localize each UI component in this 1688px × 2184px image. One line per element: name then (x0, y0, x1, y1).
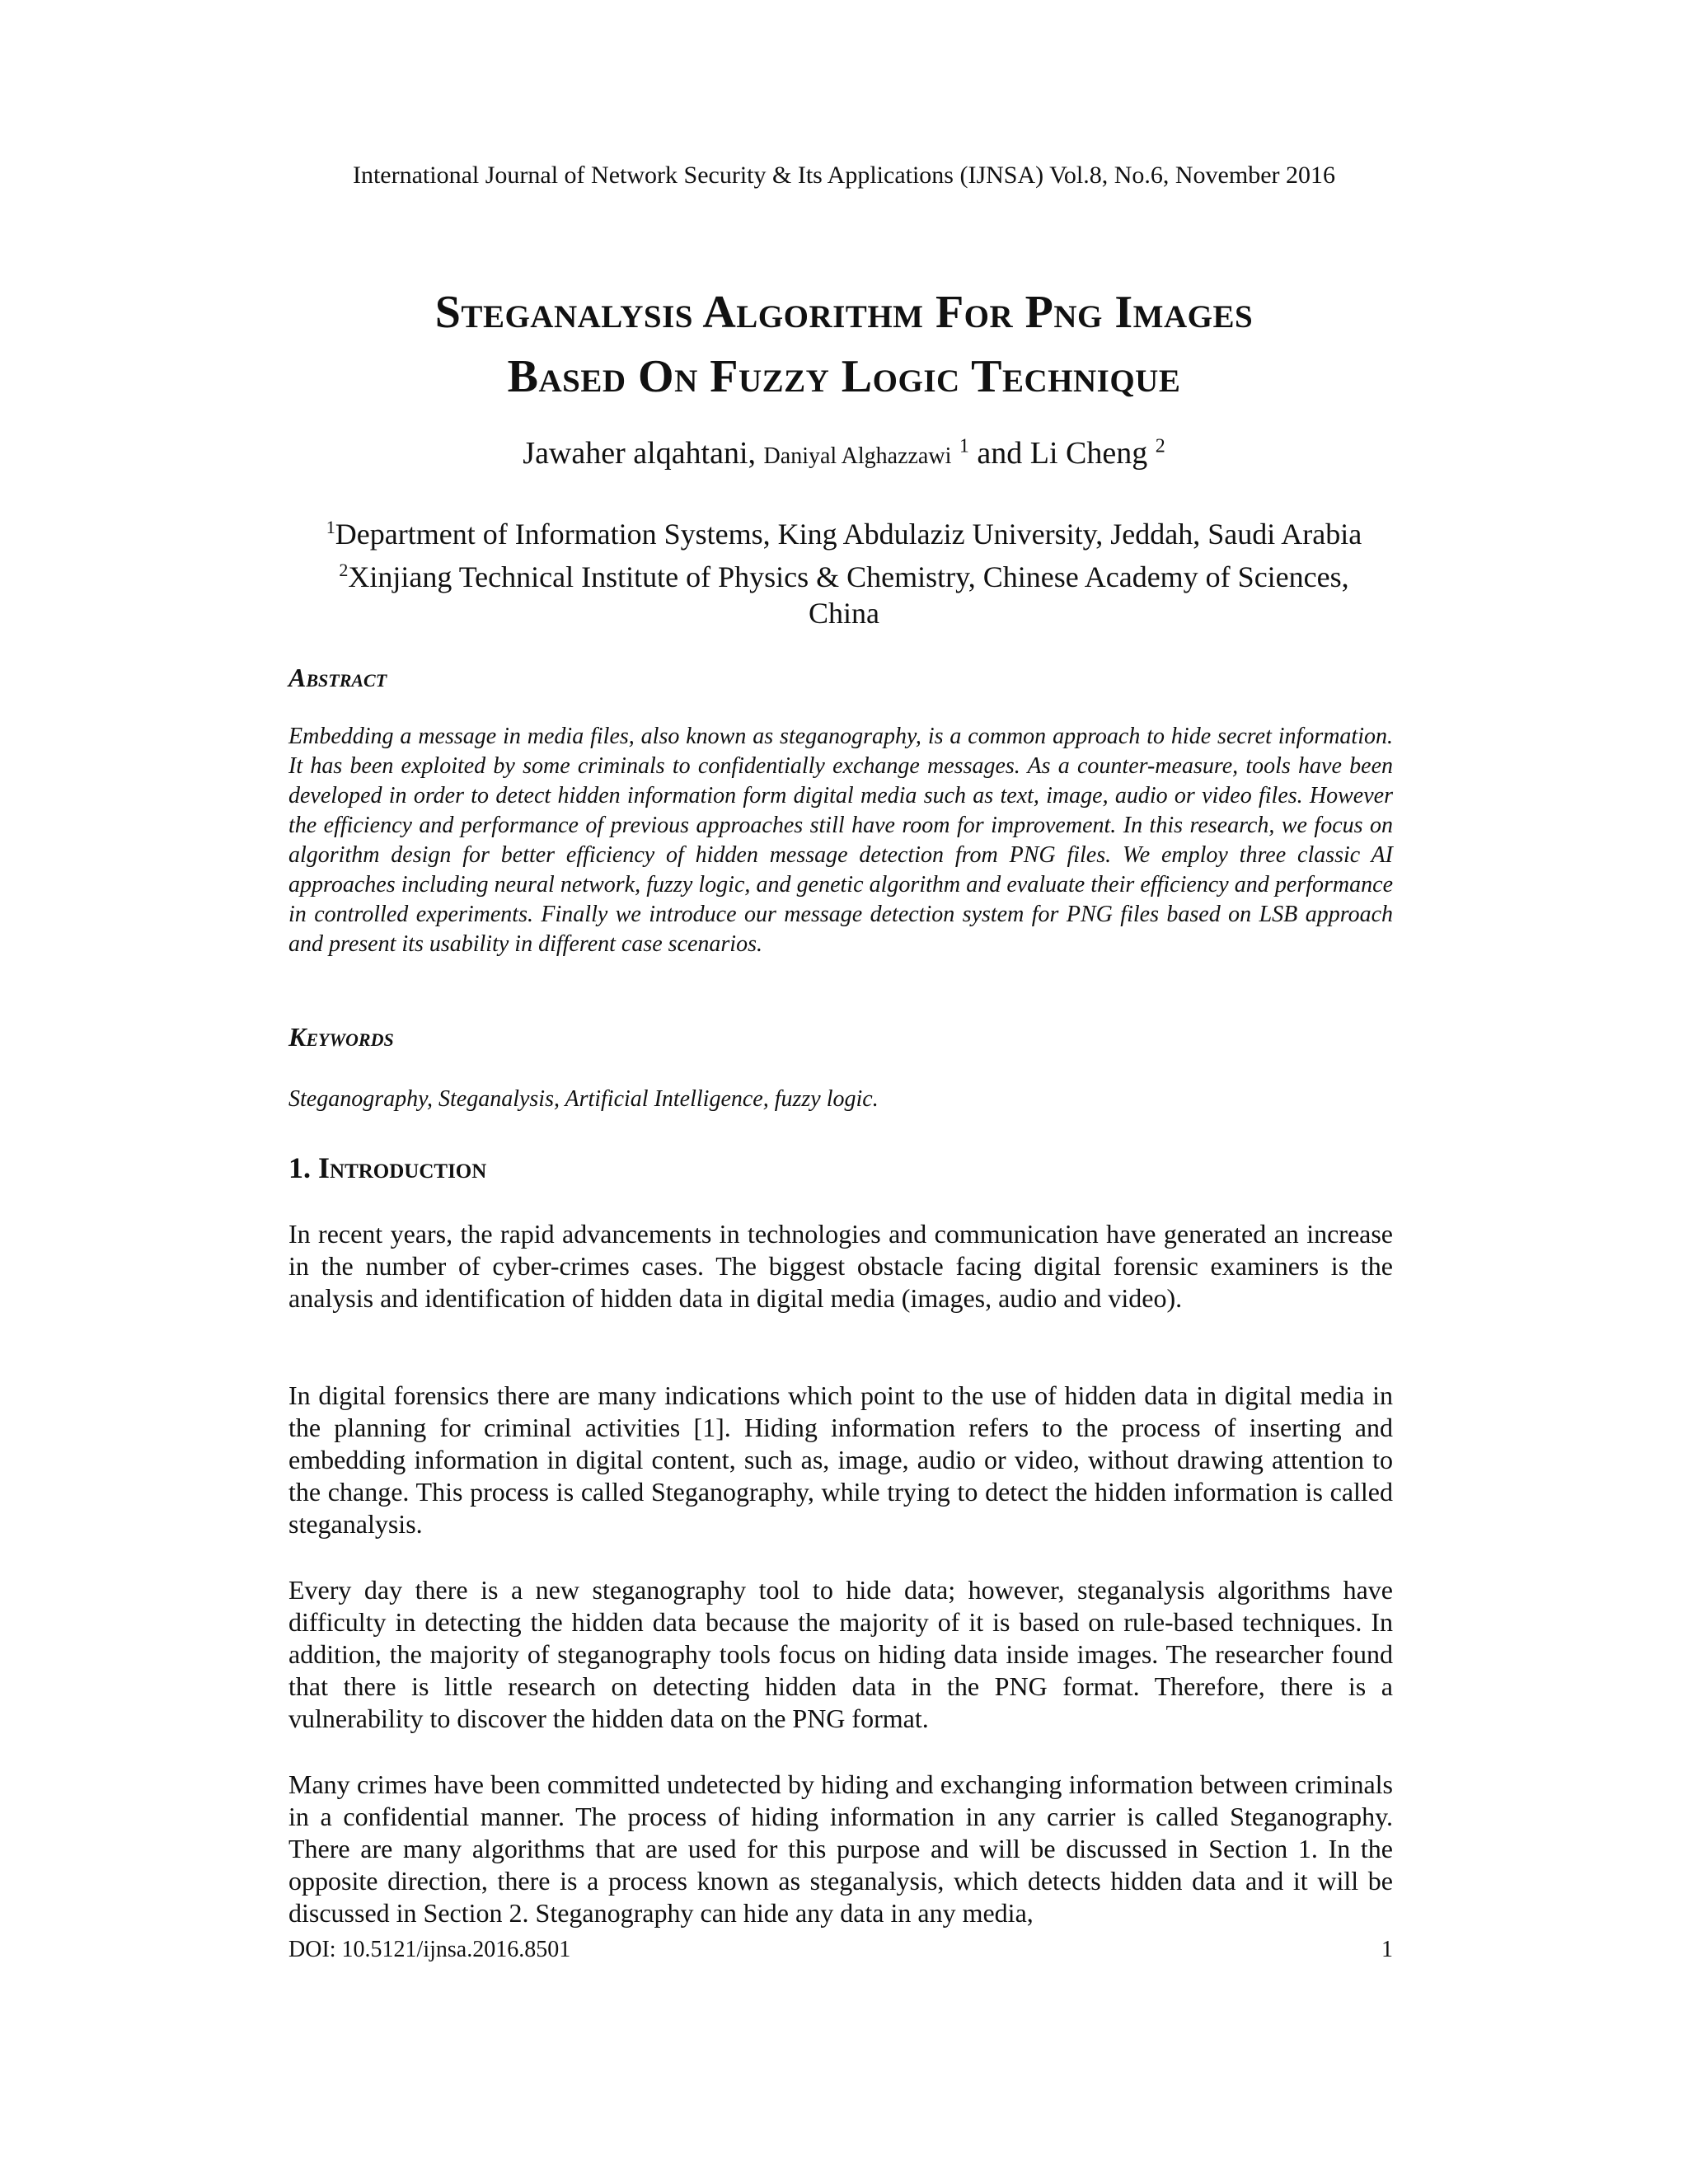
affiliation-2-cont: China (809, 597, 879, 630)
author-1: Jawaher alqahtani, (523, 436, 757, 471)
author-3-affil-mark: 2 (1155, 435, 1165, 457)
affiliation-1: $^1$Department of Information Systems, King Abdulaziz University, Jeddah, Saudi Arabia (326, 517, 1362, 551)
abstract-heading: Abstract (288, 663, 387, 692)
intro-paragraph-4: Many crimes have been committed undetected by hiding and exchanging information between criminals in a confidential manner. The process of hiding information in any carrier is called Steganography. There are many algorithms that are used for this purpose and will be discussed in Section 1. In the opposite direction, there is a process known as steganalysis, which detects hidden data and it will be discussed in Section 2. Steganography can hide any data in any media, (288, 1769, 1393, 1928)
affiliation-2: $^2$Xinjiang Technical Institute of Physics & Chemistry, Chinese Academy of Sciences, (339, 560, 1349, 593)
affiliations (0, 509, 1688, 631)
keywords-heading: Keywords (288, 1022, 394, 1052)
running-header: International Journal of Network Security & Its Applications (IJNSA) Vol.8, No.6, November 2016 (352, 162, 1336, 189)
intro-paragraph-2: In digital forensics there are many indications which point to the use of hidden data in digital media in the planning for criminal activities [1]. Hiding information refers to the process of inserting and embedding information in digital content, such as, image, audio or video, without drawing attention to the change. This process is called Steganography, while trying to detect the hidden information is called steganalysis. (288, 1380, 1393, 1539)
introduction-heading: 1. Introduction (288, 1151, 487, 1184)
paper-title (0, 280, 1688, 409)
title-line-1: Steganalysis Algorithm For Png Images (434, 287, 1254, 338)
keywords-text: Steganography, Steganalysis, Artificial Intelligence, fuzzy logic. (288, 1086, 879, 1112)
intro-paragraph-1: In recent years, the rapid advancements in technologies and communication have generated an increase in the number of cyber-crimes cases. The biggest obstacle facing digital forensic examiners is the analysis and identification of hidden data in digital media (images, audio and video). (288, 1219, 1393, 1313)
title-line-2: Based On Fuzzy Logic Technique (507, 351, 1181, 402)
page-number: 1 (1381, 1937, 1393, 1962)
author-2: Daniyal Alghazzawi (763, 443, 952, 469)
abstract-text: Embedding a message in media files, also known as steganography, is a common approach to hide secret information. It has been exploited by some criminals to confidentially exchange messages. As a counter-measure, tools have been developed in order to detect hidden information form digital media such as text, image, audio or video files. However the efficiency and performance of previous approaches still have room for improvement. In this research, we focus on algorithm design for better efficiency of hidden message detection from PNG files. We employ three classic AI approaches including neural network, fuzzy logic, and genetic algorithm and evaluate their efficiency and performance in controlled experiments. Finally we introduce our message detection system for PNG files based on LSB approach and present its usability in different case scenarios. (288, 724, 1393, 957)
author-2-affil-mark: 1 (959, 435, 969, 457)
author-list (0, 435, 1688, 471)
doi: DOI: 10.5121/ijnsa.2016.8501 (288, 1937, 571, 1962)
author-3: and Li Cheng (977, 436, 1148, 471)
intro-paragraph-3: Every day there is a new steganography tool to hide data; however, steganalysis algorithms have difficulty in detecting the hidden data because the majority of it is based on rule-based techniques. In addition, the majority of steganography tools focus on hiding data inside images. The researcher found that there is little research on detecting hidden data in the PNG format. Therefore, there is a vulnerability to discover the hidden data on the PNG format. (288, 1575, 1393, 1733)
